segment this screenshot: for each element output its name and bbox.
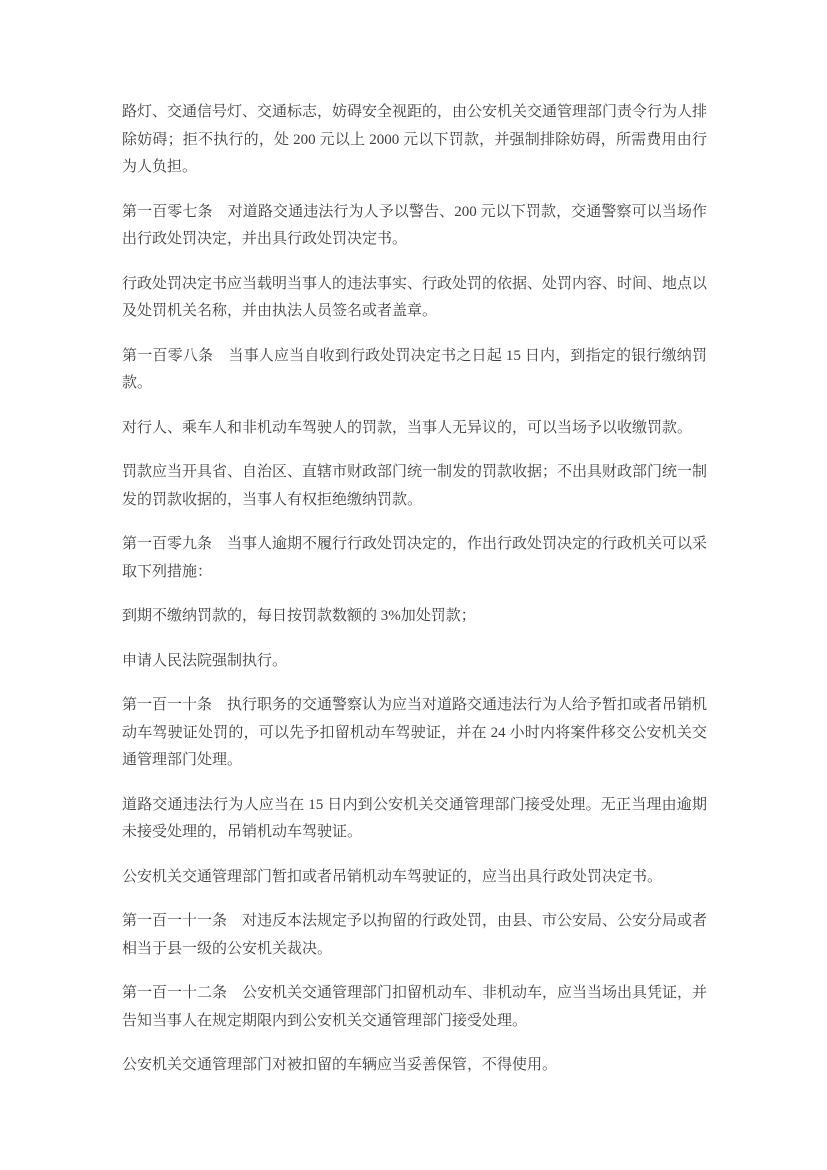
paragraph-article-107: 第一百零七条 对道路交通违法行为人予以警告、200 元以下罚款，交通警察可以当场作出行政处罚决定，并出具行政处罚决定书。 <box>122 203 707 247</box>
paragraph-article-112: 第一百一十二条 公安机关交通管理部门扣留机动车、非机动车，应当当场出具凭证，并告知当事人在规定期限内到公安机关交通管理部门接受处理。 <box>122 985 708 1029</box>
paragraph-article-109: 第一百零九条 当事人逾期不履行行政处罚决定的，作出行政处罚决定的行政机关可以采取下列措施： <box>122 536 708 580</box>
paragraph-penalty-obstruction: 路灯、交通信号灯、交通标志，妨碍安全视距的，由公安机关交通管理部门责令行为人排除妨碍；拒不执行的，处 200 元以上 2000 元以下罚款，并强制排除妨碍，所需费用由行为人负担。 <box>122 104 708 175</box>
paragraph-article-110-continuation-2: 公安机关交通管理部门暂扣或者吊销机动车驾驶证的，应当出具行政处罚决定书。 <box>122 868 663 885</box>
paragraph-article-108-continuation-2: 罚款应当开具省、自治区、直辖市财政部门统一制发的罚款收据；不出具财政部门统一制发的罚款收据的，当事人有权拒绝缴纳罚款。 <box>122 464 708 508</box>
paragraph-article-112-continuation: 公安机关交通管理部门对被扣留的车辆应当妥善保管，不得使用。 <box>122 1057 558 1073</box>
paragraph-article-110-continuation-1: 道路交通违法行为人应当在 15 日内到公安机关交通管理部门接受处理。无正当理由逾期未接受处理的，吊销机动车驾驶证。 <box>122 796 707 840</box>
paragraph-article-108: 第一百零八条 当事人应当自收到行政处罚决定书之日起 15 日内，到指定的银行缴纳罚款。 <box>122 347 707 391</box>
paragraph-article-109-item-2: 申请人民法院强制执行。 <box>122 652 288 669</box>
paragraph-article-109-item-1: 到期不缴纳罚款的，每日按罚款数额的 3%加处罚款； <box>122 608 476 624</box>
paragraph-article-111: 第一百一十一条 对违反本法规定予以拘留的行政处罚，由县、市公安局、公安分局或者相当于县一级的公安机关裁决。 <box>122 913 708 957</box>
document-text-block <box>122 99 707 1080</box>
paragraph-article-110: 第一百一十条 执行职务的交通警察认为应当对道路交通违法行为人给予暂扣或者吊销机动车驾驶证处罚的，可以先予扣留机动车驾驶证，并在 24 小时内将案件移交公安机关交通管理部门处理。 <box>122 697 708 768</box>
paragraph-article-108-continuation-1: 对行人、乘车人和非机动车驾驶人的罚款，当事人无异议的，可以当场予以收缴罚款。 <box>122 419 693 436</box>
paragraph-article-107-continuation: 行政处罚决定书应当载明当事人的违法事实、行政处罚的依据、处罚内容、时间、地点以及处罚机关名称，并由执法人员签名或者盖章。 <box>122 275 708 319</box>
